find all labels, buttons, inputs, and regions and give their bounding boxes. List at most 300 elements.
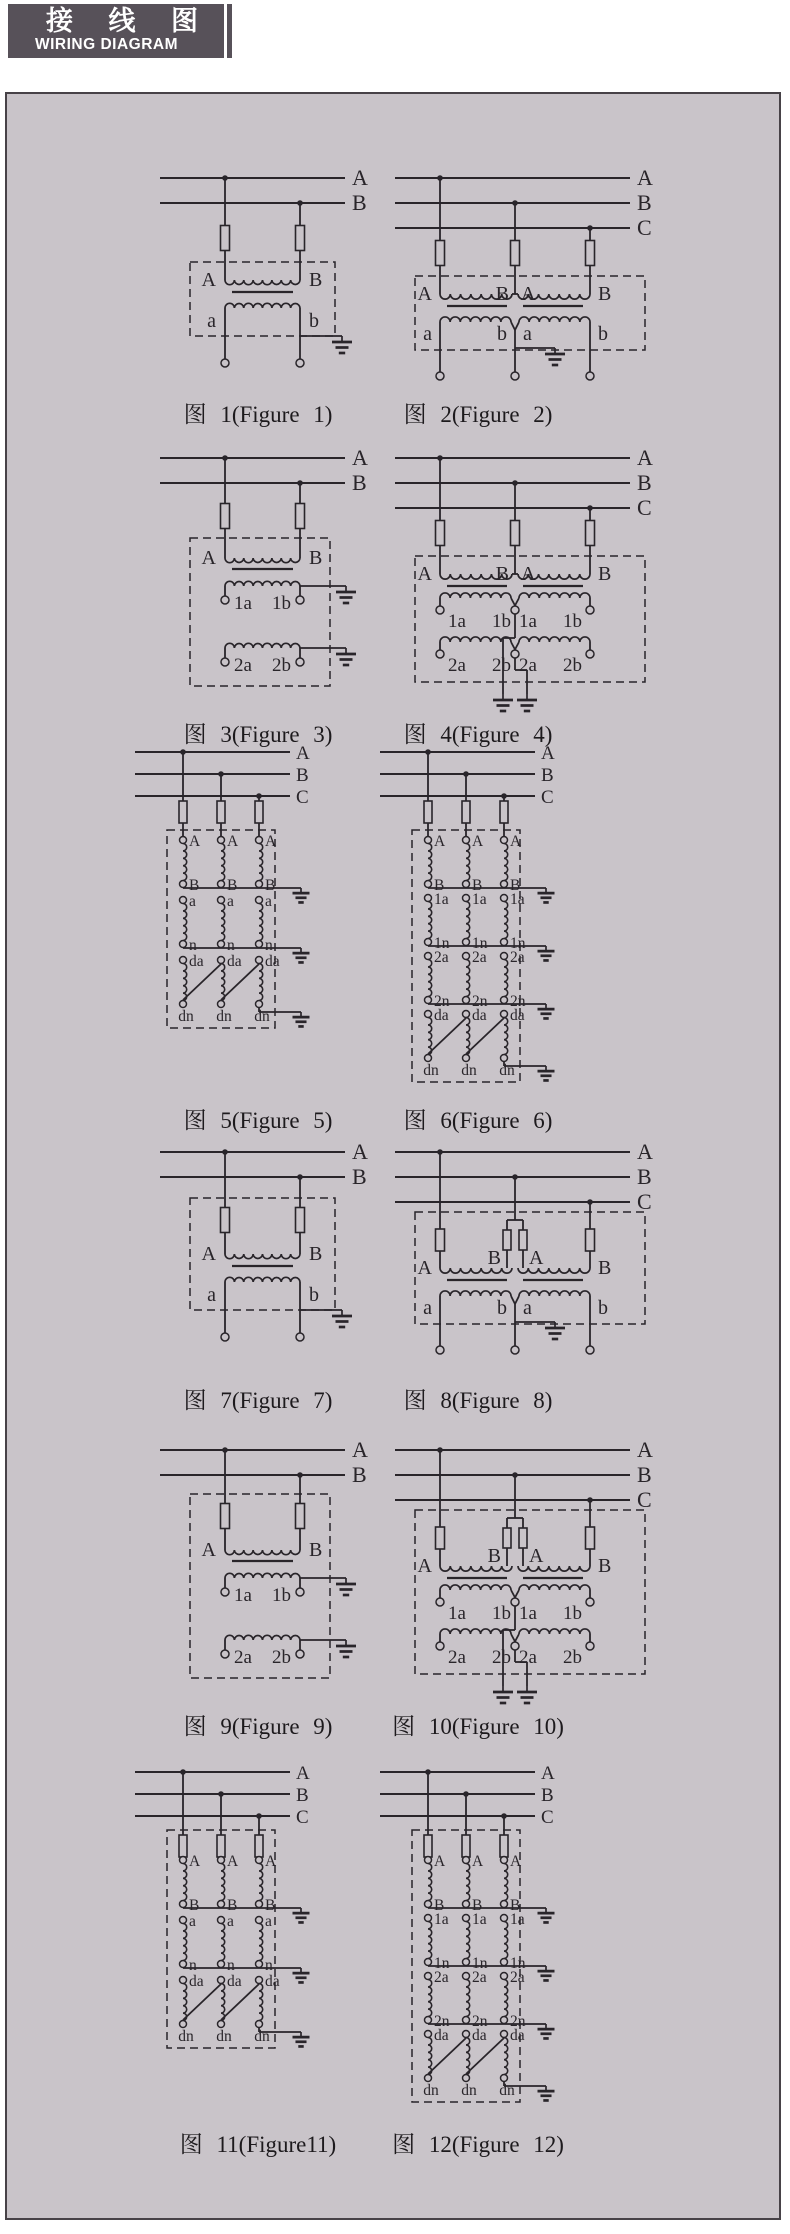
winding-label: A — [296, 743, 310, 764]
terminal-circle — [256, 837, 263, 844]
fuse-symbol — [586, 1229, 595, 1251]
terminal-circle — [180, 1857, 187, 1864]
winding-label: 2a — [448, 1647, 466, 1668]
winding-label: A — [227, 833, 239, 850]
winding-label: B — [352, 470, 367, 495]
winding-label: B — [434, 1897, 445, 1914]
terminal-circle — [425, 1973, 432, 1980]
fuse-symbol — [436, 1229, 445, 1251]
figure-12-caption: 图 12(Figure 12) — [392, 2132, 564, 2157]
fuse-symbol — [503, 1230, 511, 1250]
terminal-circle — [501, 2075, 508, 2082]
winding-label: da — [510, 1007, 525, 1024]
winding-label: 2a — [434, 1969, 449, 1986]
winding-label: dn — [254, 1008, 270, 1025]
fuse-symbol — [436, 521, 445, 546]
winding-label: B — [495, 283, 509, 305]
winding-label: A — [417, 1257, 432, 1279]
terminal-circle — [463, 953, 470, 960]
figure-10-diagram — [385, 1430, 675, 1725]
winding-label: a — [423, 323, 432, 345]
winding-label: b — [497, 323, 507, 345]
figure-3-diagram — [150, 438, 390, 705]
figure-9-diagram — [150, 1430, 390, 1697]
terminal-circle — [218, 2021, 225, 2028]
figure-10-svg — [385, 1430, 675, 1720]
header-title-en: WIRING DIAGRAM — [35, 36, 179, 53]
figure-3-caption: 图 3(Figure 3) — [183, 722, 333, 747]
terminal-circle — [296, 1650, 304, 1658]
terminal-circle — [256, 941, 263, 948]
fuse-symbol — [221, 504, 230, 529]
winding-label: 1n — [472, 935, 488, 952]
winding-label: B — [265, 1897, 276, 1914]
figure-1-diagram — [150, 158, 390, 395]
winding-label: B — [510, 877, 521, 894]
figure-4-caption: 图 4(Figure 4) — [403, 722, 553, 747]
winding-label: b — [598, 323, 608, 345]
winding-label: B — [227, 1897, 238, 1914]
terminal-circle — [463, 881, 470, 888]
winding-label: 2a — [448, 655, 466, 676]
winding-label: da — [434, 2027, 449, 2044]
figure-11-diagram — [125, 1756, 335, 2073]
fuse-symbol — [511, 241, 520, 266]
winding-label: A — [637, 445, 653, 470]
figure-2-diagram — [385, 158, 675, 403]
terminal-circle — [296, 1588, 304, 1596]
winding-label: 2a — [234, 655, 252, 676]
terminal-circle — [218, 897, 225, 904]
terminal-circle — [463, 1915, 470, 1922]
terminal-circle — [425, 1959, 432, 1966]
winding-label: 1a — [510, 1911, 525, 1928]
terminal-circle — [180, 941, 187, 948]
terminal-circle — [511, 1642, 519, 1650]
terminal-circle — [180, 2021, 187, 2028]
winding-label: a — [207, 1284, 216, 1306]
winding-label: b — [598, 1297, 608, 1319]
winding-label: 1n — [434, 935, 450, 952]
winding-label: A — [637, 1437, 653, 1462]
winding-label: n — [189, 937, 197, 954]
winding-label: B — [598, 283, 612, 305]
winding-label: 2a — [510, 1969, 525, 1986]
winding-label: 2a — [519, 655, 537, 676]
winding-label: n — [265, 937, 273, 954]
winding-label: B — [598, 1257, 612, 1279]
winding-label: a — [189, 1913, 196, 1930]
terminal-circle — [425, 997, 432, 1004]
winding-label: A — [472, 1853, 484, 1870]
terminal-circle — [463, 895, 470, 902]
terminal-circle — [180, 1001, 187, 1008]
winding-label: A — [189, 833, 201, 850]
terminal-circle — [221, 1650, 229, 1658]
terminal-circle — [586, 1598, 594, 1606]
transformer-dashed-box — [167, 830, 275, 1028]
terminal-circle — [425, 881, 432, 888]
winding-label: B — [309, 547, 323, 569]
terminal-circle — [180, 1977, 187, 1984]
winding-label: 2n — [472, 993, 488, 1010]
fuse-symbol — [221, 1504, 230, 1529]
winding-label: 1n — [510, 935, 526, 952]
winding-label: A — [265, 1853, 277, 1870]
winding-label: 2b — [563, 1647, 582, 1668]
winding-label: B — [434, 877, 445, 894]
winding-label: C — [296, 1807, 309, 1828]
winding-label: 1a — [472, 891, 487, 908]
fuse-symbol — [255, 1835, 263, 1857]
terminal-circle — [218, 941, 225, 948]
terminal-circle — [180, 837, 187, 844]
winding-label: 2b — [272, 1647, 291, 1668]
winding-label: B — [189, 1897, 200, 1914]
winding-label: B — [296, 765, 309, 786]
terminal-circle — [501, 1055, 508, 1062]
winding-label: B — [352, 190, 367, 215]
winding-label: B — [189, 877, 200, 894]
terminal-circle — [221, 658, 229, 666]
fuse-symbol — [296, 226, 305, 251]
winding-label: a — [207, 310, 216, 332]
winding-label: B — [472, 1897, 483, 1914]
winding-label: da — [510, 2027, 525, 2044]
terminal-circle — [425, 1055, 432, 1062]
terminal-circle — [463, 2017, 470, 2024]
terminal-circle — [463, 2031, 470, 2038]
terminal-circle — [501, 1011, 508, 1018]
figure-1-svg — [150, 158, 390, 390]
fuse-symbol — [217, 801, 225, 823]
figure-6-diagram — [370, 736, 580, 1103]
winding-label: 1b — [563, 1603, 582, 1624]
terminal-circle — [296, 1333, 304, 1341]
fuse-symbol — [255, 801, 263, 823]
fuse-symbol — [500, 801, 508, 823]
terminal-circle — [425, 939, 432, 946]
terminal-circle — [463, 1011, 470, 1018]
winding-label: B — [309, 269, 323, 291]
winding-label: 2a — [472, 1969, 487, 1986]
winding-label: A — [201, 547, 216, 569]
fuse-symbol — [511, 521, 520, 546]
terminal-circle — [501, 2031, 508, 2038]
terminal-circle — [436, 606, 444, 614]
winding-label: da — [189, 953, 204, 970]
fuse-symbol — [519, 1230, 527, 1250]
winding-label: 1a — [510, 891, 525, 908]
terminal-circle — [221, 1333, 229, 1341]
transformer-dashed-box — [190, 1494, 330, 1678]
winding-label: 1a — [234, 1585, 252, 1606]
winding-label: a — [265, 1913, 272, 1930]
winding-label: 2b — [563, 655, 582, 676]
fuse-symbol — [179, 801, 187, 823]
terminal-circle — [501, 895, 508, 902]
winding-label: 2n — [510, 2013, 526, 2030]
winding-label: C — [296, 787, 309, 808]
figure-1-caption: 图 1(Figure 1) — [183, 402, 333, 427]
figure-6-caption: 图 6(Figure 6) — [403, 1108, 553, 1133]
winding-label: 2n — [434, 993, 450, 1010]
winding-label: B — [352, 1462, 367, 1487]
terminal-circle — [180, 881, 187, 888]
winding-label: B — [487, 1247, 501, 1269]
winding-label: 2n — [434, 2013, 450, 2030]
winding-label: dn — [461, 1062, 477, 1079]
winding-label: da — [227, 953, 242, 970]
winding-label: dn — [216, 2028, 232, 2045]
winding-label: da — [434, 1007, 449, 1024]
winding-label: A — [472, 833, 484, 850]
winding-label: a — [265, 893, 272, 910]
terminal-circle — [180, 897, 187, 904]
winding-label: da — [265, 1973, 280, 1990]
winding-label: 2n — [510, 993, 526, 1010]
winding-label: da — [227, 1973, 242, 1990]
winding-label: dn — [423, 2082, 439, 2099]
winding-label: 1n — [472, 1955, 488, 1972]
fuse-symbol — [462, 801, 470, 823]
winding-label: 2b — [272, 655, 291, 676]
terminal-circle — [463, 1857, 470, 1864]
winding-label: dn — [461, 2082, 477, 2099]
winding-label: 2a — [434, 949, 449, 966]
winding-label: dn — [499, 1062, 515, 1079]
figure-8-svg — [385, 1132, 675, 1372]
winding-label: A — [189, 1853, 201, 1870]
winding-label: B — [296, 1785, 309, 1806]
winding-label: a — [523, 1297, 532, 1319]
terminal-circle — [501, 1915, 508, 1922]
figure-10-caption: 图 10(Figure 10) — [392, 1714, 564, 1739]
terminal-circle — [501, 2017, 508, 2024]
winding-label: da — [472, 2027, 487, 2044]
fuse-symbol — [519, 1528, 527, 1548]
winding-label: A — [227, 1853, 239, 1870]
winding-label: dn — [178, 1008, 194, 1025]
terminal-circle — [436, 1598, 444, 1606]
winding-label: 1a — [434, 1911, 449, 1928]
terminal-circle — [501, 881, 508, 888]
winding-label: B — [472, 877, 483, 894]
terminal-circle — [256, 2021, 263, 2028]
terminal-circle — [256, 881, 263, 888]
figure-7-svg — [150, 1132, 390, 1364]
fuse-symbol — [296, 504, 305, 529]
winding-label: A — [201, 1243, 216, 1265]
fuse-symbol — [500, 1835, 508, 1857]
winding-label: n — [265, 1957, 273, 1974]
winding-label: B — [637, 470, 652, 495]
fuse-symbol — [296, 1504, 305, 1529]
winding-label: A — [521, 283, 536, 305]
fuse-symbol — [296, 1208, 305, 1233]
figure-9-caption: 图 9(Figure 9) — [183, 1714, 333, 1739]
terminal-circle — [218, 1917, 225, 1924]
terminal-circle — [218, 881, 225, 888]
winding-label: B — [227, 877, 238, 894]
winding-label: 1b — [492, 611, 511, 632]
winding-label: A — [637, 1139, 653, 1164]
terminal-circle — [501, 837, 508, 844]
terminal-circle — [501, 1959, 508, 1966]
winding-label: 1a — [448, 1603, 466, 1624]
winding-label: C — [541, 1807, 554, 1828]
fuse-symbol — [179, 1835, 187, 1857]
winding-label: 1n — [434, 1955, 450, 1972]
winding-label: 2a — [510, 949, 525, 966]
winding-label: B — [487, 1545, 501, 1567]
figure-7-diagram — [150, 1132, 390, 1369]
terminal-circle — [218, 1901, 225, 1908]
figure-11-caption: 图 11(Figure11) — [179, 2132, 337, 2157]
winding-label: B — [637, 1164, 652, 1189]
winding-label: A — [637, 165, 653, 190]
winding-label: da — [189, 1973, 204, 1990]
terminal-circle — [180, 1901, 187, 1908]
figure-4-diagram — [385, 438, 675, 733]
terminal-circle — [511, 650, 519, 658]
terminal-circle — [511, 606, 519, 614]
terminal-circle — [180, 1961, 187, 1968]
terminal-circle — [425, 1901, 432, 1908]
terminal-circle — [256, 1001, 263, 1008]
terminal-circle — [256, 1901, 263, 1908]
terminal-circle — [463, 1973, 470, 1980]
terminal-circle — [425, 2031, 432, 2038]
terminal-circle — [463, 2075, 470, 2082]
terminal-circle — [256, 1977, 263, 1984]
terminal-circle — [180, 957, 187, 964]
fuse-symbol — [586, 241, 595, 266]
winding-label: A — [201, 1539, 216, 1561]
winding-label: B — [510, 1897, 521, 1914]
terminal-circle — [425, 2017, 432, 2024]
winding-label: da — [265, 953, 280, 970]
terminal-circle — [586, 1346, 594, 1354]
terminal-circle — [501, 1973, 508, 1980]
winding-label: A — [521, 563, 536, 585]
figure-5-diagram — [125, 736, 335, 1053]
terminal-circle — [511, 372, 519, 380]
terminal-circle — [218, 1001, 225, 1008]
winding-label: C — [637, 1189, 652, 1214]
fuse-symbol — [503, 1528, 511, 1548]
winding-label: a — [227, 893, 234, 910]
terminal-circle — [501, 997, 508, 1004]
figure-4-svg — [385, 438, 675, 728]
figure-2-svg — [385, 158, 675, 398]
winding-label: 1a — [519, 611, 537, 632]
terminal-circle — [436, 1346, 444, 1354]
terminal-circle — [425, 953, 432, 960]
winding-label: A — [296, 1763, 310, 1784]
winding-label: dn — [216, 1008, 232, 1025]
terminal-circle — [425, 2075, 432, 2082]
winding-label: B — [309, 1243, 323, 1265]
terminal-circle — [218, 957, 225, 964]
winding-label: B — [637, 190, 652, 215]
terminal-circle — [425, 1011, 432, 1018]
winding-label: A — [541, 743, 555, 764]
winding-label: B — [598, 563, 612, 585]
fuse-symbol — [586, 521, 595, 546]
terminal-circle — [463, 837, 470, 844]
winding-label: 2a — [519, 1647, 537, 1668]
terminal-circle — [511, 1598, 519, 1606]
winding-label: a — [189, 893, 196, 910]
winding-label: 2b — [492, 1647, 511, 1668]
winding-label: B — [495, 563, 509, 585]
figure-9-svg — [150, 1430, 390, 1692]
winding-label: 1a — [519, 1603, 537, 1624]
figure-8-diagram — [385, 1132, 675, 1377]
winding-label: dn — [178, 2028, 194, 2045]
figure-7-caption: 图 7(Figure 7) — [183, 1388, 333, 1413]
terminal-circle — [501, 939, 508, 946]
winding-label: a — [423, 1297, 432, 1319]
fuse-symbol — [221, 1208, 230, 1233]
terminal-circle — [180, 1917, 187, 1924]
terminal-circle — [436, 372, 444, 380]
winding-label: 1a — [234, 593, 252, 614]
terminal-circle — [463, 1959, 470, 1966]
winding-label: 2a — [234, 1647, 252, 1668]
terminal-circle — [463, 997, 470, 1004]
winding-label: 2a — [472, 949, 487, 966]
terminal-circle — [256, 957, 263, 964]
winding-label: A — [510, 1853, 522, 1870]
winding-label: A — [352, 445, 368, 470]
winding-label: 1a — [434, 891, 449, 908]
figure-8-caption: 图 8(Figure 8) — [403, 1388, 553, 1413]
terminal-circle — [463, 1901, 470, 1908]
winding-label: dn — [499, 2082, 515, 2099]
terminal-circle — [425, 837, 432, 844]
winding-label: 1n — [510, 1955, 526, 1972]
terminal-circle — [501, 1857, 508, 1864]
fuse-symbol — [424, 1835, 432, 1857]
terminal-circle — [425, 1915, 432, 1922]
figure-12-svg — [370, 1756, 580, 2118]
terminal-circle — [501, 1901, 508, 1908]
winding-label: C — [637, 215, 652, 240]
winding-label: A — [417, 283, 432, 305]
terminal-circle — [425, 1857, 432, 1864]
terminal-circle — [221, 1588, 229, 1596]
winding-label: 1a — [448, 611, 466, 632]
terminal-circle — [296, 658, 304, 666]
winding-label: A — [417, 1555, 432, 1577]
terminal-circle — [463, 939, 470, 946]
winding-label: A — [417, 563, 432, 585]
winding-label: a — [227, 1913, 234, 1930]
winding-label: A — [510, 833, 522, 850]
winding-label: B — [265, 877, 276, 894]
winding-label: 2n — [472, 2013, 488, 2030]
terminal-circle — [296, 359, 304, 367]
terminal-circle — [586, 606, 594, 614]
winding-label: n — [227, 937, 235, 954]
winding-label: A — [352, 165, 368, 190]
winding-label: B — [541, 765, 554, 786]
fuse-symbol — [424, 801, 432, 823]
winding-label: A — [529, 1247, 544, 1269]
terminal-circle — [256, 897, 263, 904]
